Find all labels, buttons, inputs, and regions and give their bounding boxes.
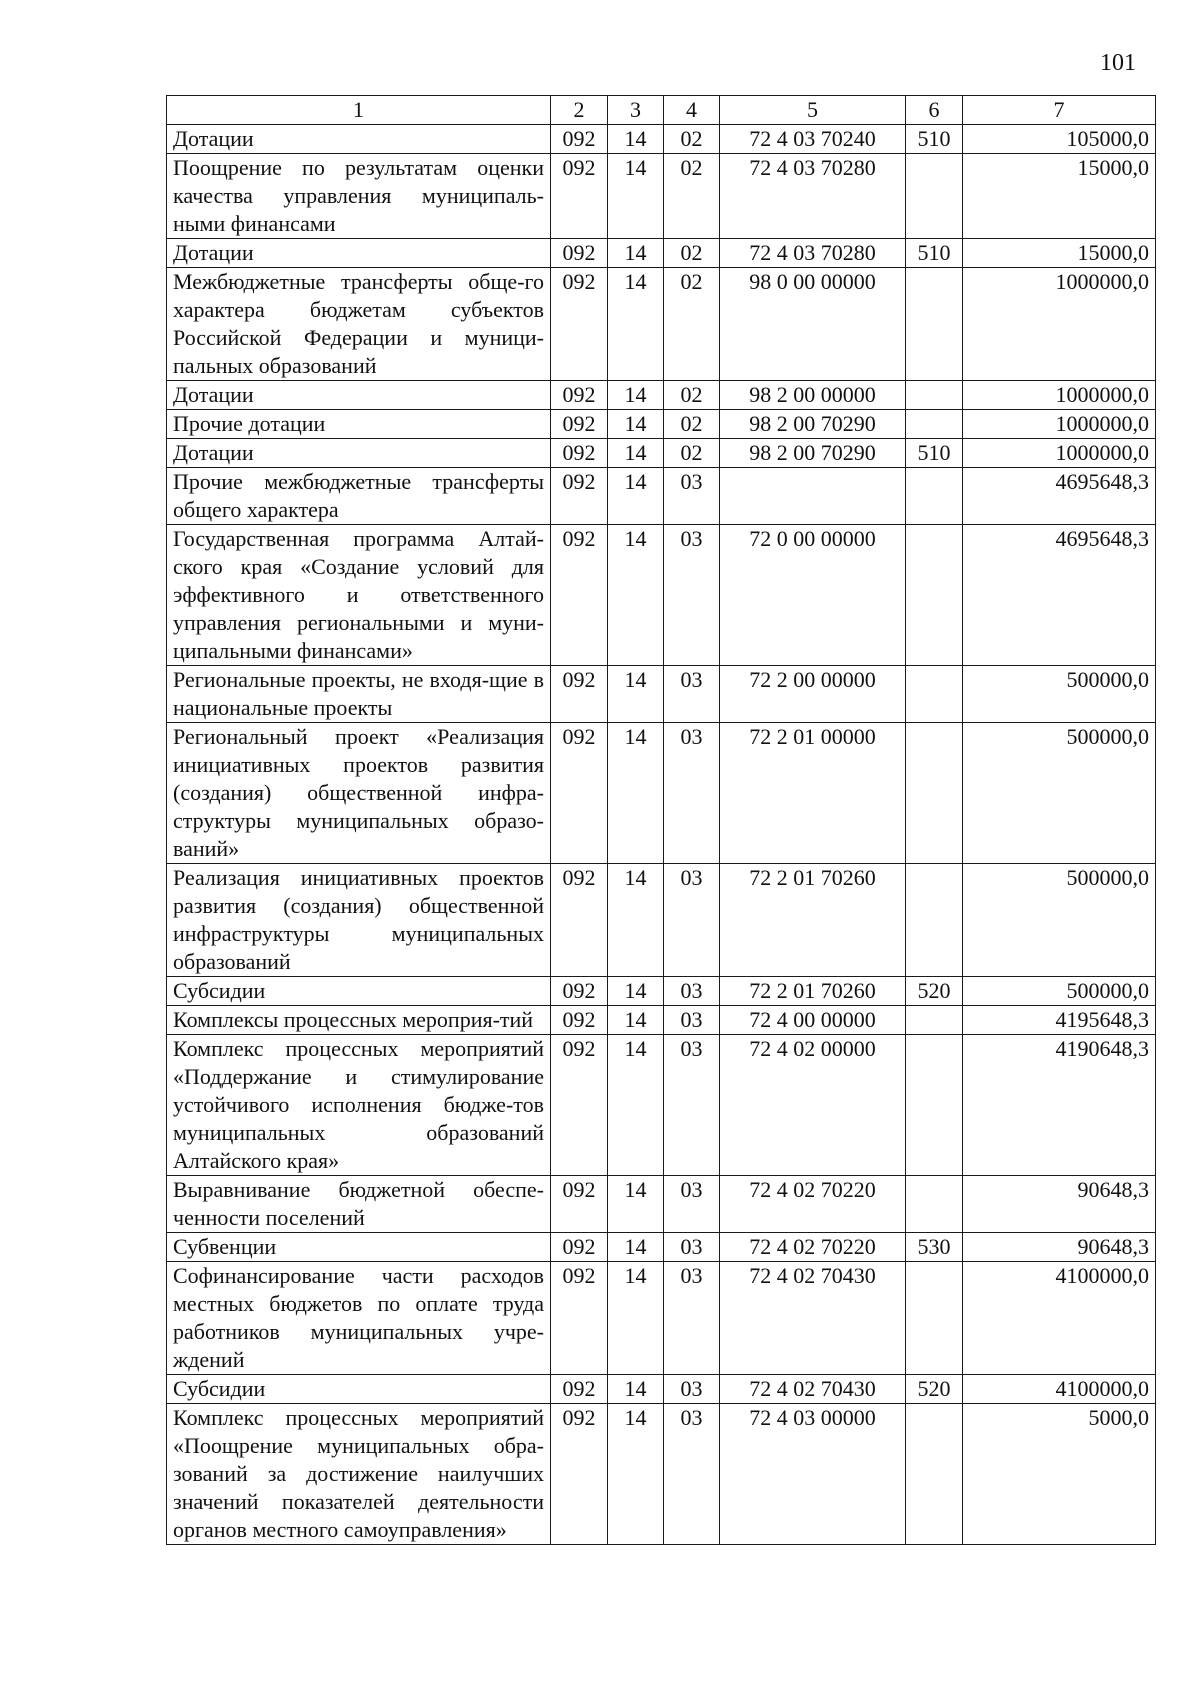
table-row [167,977,1156,1006]
section-code-cell: 14 [608,468,664,525]
table-row [167,468,1156,525]
page-number: 101 [1100,50,1136,76]
expense-type-cell: 510 [906,125,963,154]
target-article-cell: 72 4 00 00000 [720,1006,906,1035]
ministry-code-cell: 092 [551,239,608,268]
table-row [167,239,1156,268]
section-code-cell: 14 [608,666,664,723]
column-header: 5 [720,96,906,125]
item-name-cell: Комплекс процессных мероприятий «Поддержание и стимулирование устойчивого исполнения бюдже-тов муниципальных образований Алтайского края» [167,1035,551,1176]
subsection-code-cell: 02 [664,381,720,410]
ministry-code-cell: 092 [551,154,608,239]
item-name-cell: Субсидии [167,1375,551,1404]
ministry-code-cell: 092 [551,439,608,468]
item-name-cell: Государственная программа Алтай-ского края «Создание условий для эффективного и ответственного управления региональными и муни-ципальными финансами» [167,525,551,666]
section-code-cell: 14 [608,864,664,977]
item-name-cell: Субсидии [167,977,551,1006]
expense-type-cell [906,1035,963,1176]
item-name-cell: Поощрение по результатам оценки качества управления муниципаль-ными финансами [167,154,551,239]
subsection-code-cell: 03 [664,864,720,977]
target-article-cell: 72 4 02 70430 [720,1262,906,1375]
amount-cell: 1000000,0 [963,268,1156,381]
amount-cell: 4100000,0 [963,1262,1156,1375]
subsection-code-cell: 03 [664,1262,720,1375]
table-row [167,723,1156,864]
section-code-cell: 14 [608,268,664,381]
target-article-cell: 72 4 03 70280 [720,239,906,268]
column-header: 7 [963,96,1156,125]
target-article-cell: 72 4 02 70220 [720,1233,906,1262]
expense-type-cell [906,1404,963,1545]
expense-type-cell [906,154,963,239]
target-article-cell: 72 0 00 00000 [720,525,906,666]
ministry-code-cell: 092 [551,1176,608,1233]
table-row [167,1006,1156,1035]
expense-type-cell [906,410,963,439]
target-article-cell: 98 2 00 70290 [720,439,906,468]
table-row [167,1375,1156,1404]
item-name-cell: Комплексы процессных мероприя-тий [167,1006,551,1035]
target-article-cell: 98 2 00 70290 [720,410,906,439]
section-code-cell: 14 [608,439,664,468]
target-article-cell: 72 2 01 00000 [720,723,906,864]
ministry-code-cell: 092 [551,723,608,864]
section-code-cell: 14 [608,1233,664,1262]
ministry-code-cell: 092 [551,666,608,723]
expense-type-cell [906,723,963,864]
expense-type-cell [906,864,963,977]
item-name-cell: Прочие межбюджетные трансферты общего характера [167,468,551,525]
target-article-cell: 98 0 00 00000 [720,268,906,381]
table-row [167,125,1156,154]
expense-type-cell [906,1006,963,1035]
subsection-code-cell: 03 [664,1233,720,1262]
amount-cell: 4695648,3 [963,468,1156,525]
subsection-code-cell: 03 [664,1375,720,1404]
item-name-cell: Дотации [167,439,551,468]
item-name-cell: Прочие дотации [167,410,551,439]
ministry-code-cell: 092 [551,1262,608,1375]
subsection-code-cell: 03 [664,977,720,1006]
section-code-cell: 14 [608,410,664,439]
ministry-code-cell: 092 [551,1006,608,1035]
subsection-code-cell: 03 [664,666,720,723]
subsection-code-cell: 03 [664,1006,720,1035]
section-code-cell: 14 [608,381,664,410]
item-name-cell: Реализация инициативных проектов развития (создания) общественной инфраструктуры муниципальных образований [167,864,551,977]
column-header: 6 [906,96,963,125]
amount-cell: 90648,3 [963,1233,1156,1262]
section-code-cell: 14 [608,1262,664,1375]
section-code-cell: 14 [608,977,664,1006]
expense-type-cell [906,1176,963,1233]
target-article-cell: 72 4 02 70430 [720,1375,906,1404]
target-article-cell: 72 4 02 70220 [720,1176,906,1233]
amount-cell: 4695648,3 [963,525,1156,666]
table-row [167,525,1156,666]
expense-type-cell [906,268,963,381]
amount-cell: 500000,0 [963,723,1156,864]
ministry-code-cell: 092 [551,1404,608,1545]
table-row [167,1404,1156,1545]
column-header: 3 [608,96,664,125]
expense-type-cell [906,468,963,525]
ministry-code-cell: 092 [551,468,608,525]
ministry-code-cell: 092 [551,1233,608,1262]
subsection-code-cell: 02 [664,125,720,154]
table-body [167,125,1156,1545]
column-header: 2 [551,96,608,125]
item-name-cell: Субвенции [167,1233,551,1262]
ministry-code-cell: 092 [551,381,608,410]
subsection-code-cell: 03 [664,1035,720,1176]
ministry-code-cell: 092 [551,125,608,154]
section-code-cell: 14 [608,125,664,154]
subsection-code-cell: 03 [664,723,720,864]
section-code-cell: 14 [608,525,664,666]
amount-cell: 90648,3 [963,1176,1156,1233]
amount-cell: 1000000,0 [963,439,1156,468]
column-number-row [167,96,1156,125]
amount-cell: 15000,0 [963,154,1156,239]
section-code-cell: 14 [608,723,664,864]
amount-cell: 1000000,0 [963,410,1156,439]
ministry-code-cell: 092 [551,864,608,977]
section-code-cell: 14 [608,154,664,239]
column-header: 1 [167,96,551,125]
target-article-cell: 72 4 03 70240 [720,125,906,154]
subsection-code-cell: 03 [664,468,720,525]
expense-type-cell: 520 [906,1375,963,1404]
subsection-code-cell: 02 [664,439,720,468]
table-row [167,1262,1156,1375]
target-article-cell: 72 2 01 70260 [720,864,906,977]
item-name-cell: Межбюджетные трансферты обще-го характера бюджетам субъектов Российской Федерации и муници-пальных образований [167,268,551,381]
expense-type-cell [906,1262,963,1375]
expense-type-cell [906,666,963,723]
table-row [167,439,1156,468]
expense-type-cell: 530 [906,1233,963,1262]
table-row [167,154,1156,239]
expense-type-cell: 510 [906,439,963,468]
table-row [167,410,1156,439]
target-article-cell: 98 2 00 00000 [720,381,906,410]
target-article-cell: 72 4 02 00000 [720,1035,906,1176]
section-code-cell: 14 [608,1404,664,1545]
item-name-cell: Дотации [167,239,551,268]
ministry-code-cell: 092 [551,268,608,381]
subsection-code-cell: 02 [664,410,720,439]
target-article-cell [720,468,906,525]
target-article-cell: 72 2 00 00000 [720,666,906,723]
ministry-code-cell: 092 [551,525,608,666]
expense-type-cell [906,525,963,666]
amount-cell: 500000,0 [963,666,1156,723]
item-name-cell: Выравнивание бюджетной обеспе-ченности поселений [167,1176,551,1233]
table-row [167,1233,1156,1262]
item-name-cell: Софинансирование части расходов местных бюджетов по оплате труда работников муниципальных учре-ждений [167,1262,551,1375]
amount-cell: 105000,0 [963,125,1156,154]
amount-cell: 500000,0 [963,977,1156,1006]
amount-cell: 5000,0 [963,1404,1156,1545]
target-article-cell: 72 4 03 70280 [720,154,906,239]
expense-type-cell: 520 [906,977,963,1006]
subsection-code-cell: 03 [664,1176,720,1233]
section-code-cell: 14 [608,1375,664,1404]
table-row [167,864,1156,977]
column-header: 4 [664,96,720,125]
table-row [167,1035,1156,1176]
table-row [167,268,1156,381]
table-row [167,666,1156,723]
item-name-cell: Дотации [167,125,551,154]
subsection-code-cell: 03 [664,525,720,666]
target-article-cell: 72 2 01 70260 [720,977,906,1006]
item-name-cell: Региональные проекты, не входя-щие в национальные проекты [167,666,551,723]
table-row [167,1176,1156,1233]
table-row [167,381,1156,410]
section-code-cell: 14 [608,239,664,268]
ministry-code-cell: 092 [551,1035,608,1176]
ministry-code-cell: 092 [551,1375,608,1404]
subsection-code-cell: 02 [664,268,720,381]
amount-cell: 1000000,0 [963,381,1156,410]
ministry-code-cell: 092 [551,977,608,1006]
amount-cell: 4190648,3 [963,1035,1156,1176]
amount-cell: 4195648,3 [963,1006,1156,1035]
section-code-cell: 14 [608,1035,664,1176]
amount-cell: 500000,0 [963,864,1156,977]
item-name-cell: Дотации [167,381,551,410]
item-name-cell: Региональный проект «Реализация инициативных проектов развития (создания) общественной инфра-структуры муниципальных образо-ваний» [167,723,551,864]
item-name-cell: Комплекс процессных мероприятий «Поощрение муниципальных обра-зований за достижение наилучших значений показателей деятельности органов местного самоуправления» [167,1404,551,1545]
section-code-cell: 14 [608,1006,664,1035]
amount-cell: 15000,0 [963,239,1156,268]
expense-type-cell [906,381,963,410]
target-article-cell: 72 4 03 00000 [720,1404,906,1545]
expense-type-cell: 510 [906,239,963,268]
subsection-code-cell: 02 [664,239,720,268]
amount-cell: 4100000,0 [963,1375,1156,1404]
subsection-code-cell: 03 [664,1404,720,1545]
budget-table [166,95,1156,1545]
subsection-code-cell: 02 [664,154,720,239]
section-code-cell: 14 [608,1176,664,1233]
ministry-code-cell: 092 [551,410,608,439]
